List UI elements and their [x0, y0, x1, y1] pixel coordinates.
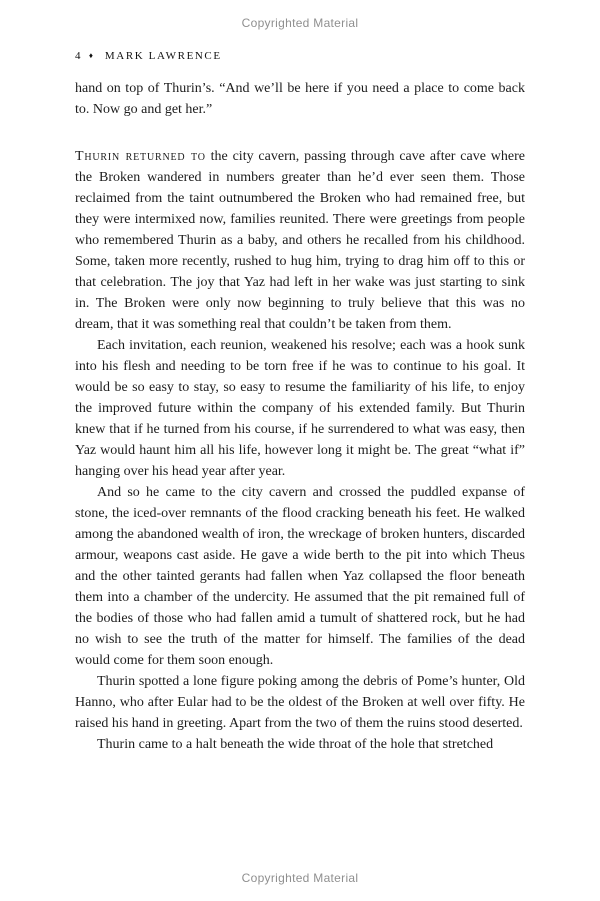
paragraph: Thurin spotted a lone figure poking among the debris of Pome’s hunter, Old Hanno, who after Eular had to be the oldest of the Broken at well over fifty. He raised his hand in greeting. Apart from the two of them the ruins stood deserted. [75, 674, 525, 731]
copyright-notice-bottom: Copyrighted Material [241, 871, 359, 885]
section-opener-rest: the city cavern, passing through cave after cave where the Broken wandered in numbers greater than he’d ever seen them. Those reclaimed from the taint outnumbered the Broken who had remained free, but they were intermixed now, families reunited. There were greetings from people who remembered Thurin as a baby, and others he recalled from his childhood. Some, taken more recently, rushed to hug him, trying to drag him off to this or that celebration. The joy that Yaz had left in her wake was just starting to sink in. The Broken were only now beginning to truly believe that this was no dream, that it was something real that couldn’t be taken from them. [75, 149, 525, 332]
page-number: 4 [75, 50, 81, 62]
header-author: MARK LAWRENCE [104, 50, 222, 62]
body-text [75, 78, 525, 755]
copyright-notice-top: Copyrighted Material [241, 16, 359, 30]
paragraph-section-opener [75, 146, 525, 335]
diamond-separator-icon: ♦ [88, 51, 95, 60]
section-opener-smallcaps: Thurin returned to [75, 149, 206, 164]
running-header [75, 50, 525, 62]
paragraph-continuation: hand on top of Thurin’s. “And we’ll be here if you need a place to come back to. Now go and get her.” [75, 81, 525, 117]
paragraph: Thurin came to a halt beneath the wide throat of the hole that stretched [97, 737, 494, 752]
paragraph: And so he came to the city cavern and crossed the puddled expanse of stone, the iced-over remnants of the flood cracking beneath his feet. He walked among the abandoned wealth of iron, the wreckage of broken hunters, discarded armour, weapons cast aside. He gave a wide berth to the pit into which Theus and the other tainted gerants had fallen when Yaz collapsed the floor beneath them into a chamber of the undercity. He assumed that the pit remained full of the bodies of those who had fallen amid a tumult of shattered rock, but he had no wish to see the truth of the matter for himself. The families of the dead would come for them soon enough. [75, 485, 525, 668]
paragraph: Each invitation, each reunion, weakened his resolve; each was a hook sunk into his flesh and needing to be torn free if he was to continue to his goal. It would be so easy to stay, so easy to resume the familiarity of his life, to enjoy the improved future within the company of his extended family. But Thurin knew that if he turned from his course, if he surrendered to what was easy, then Yaz would haunt him all his life, however long it might be. The great “what if” hanging over his head year after year. [75, 338, 525, 479]
